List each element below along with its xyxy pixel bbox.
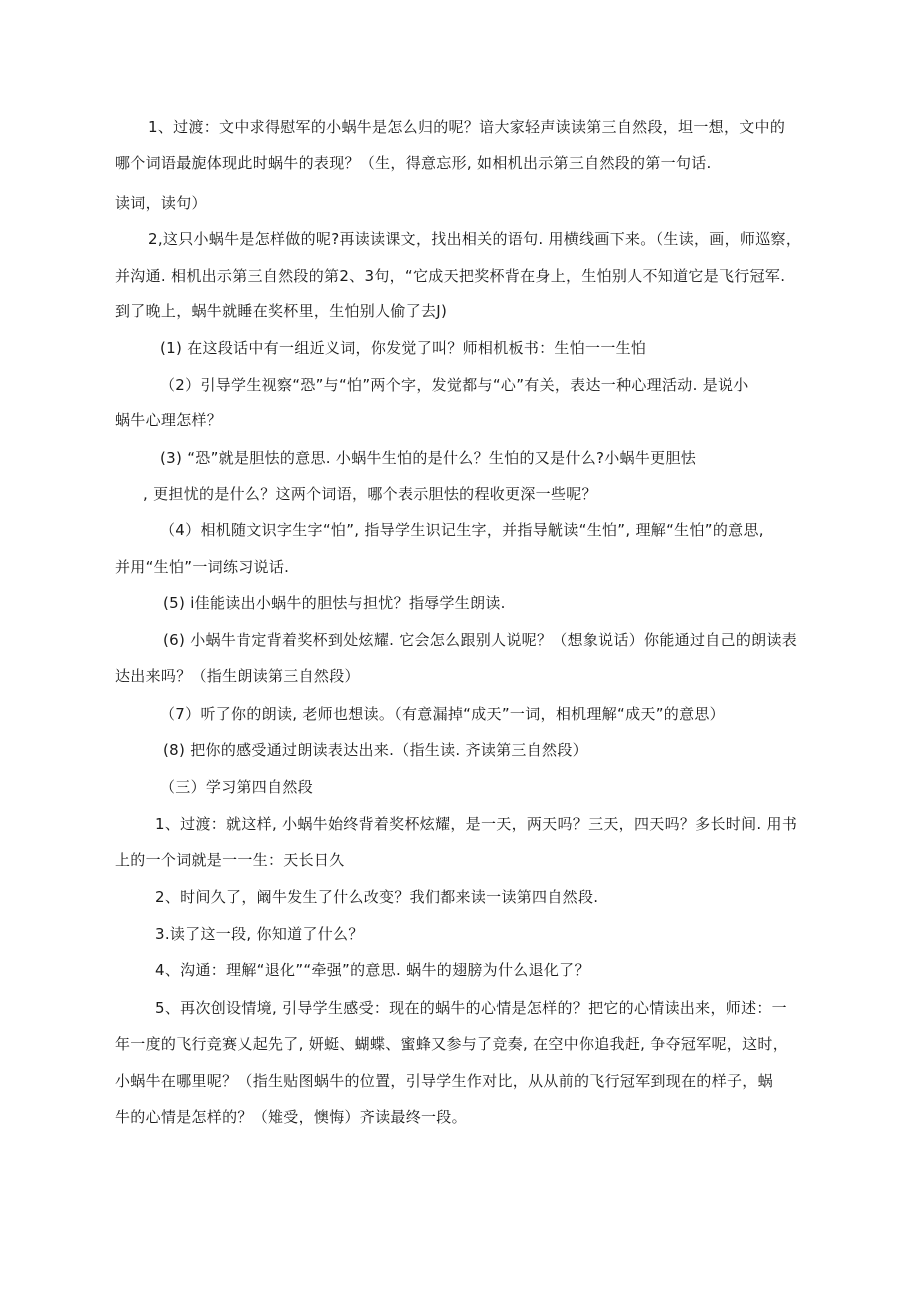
text-line: 小蜗牛在哪里呢？（指生贴图蜗牛的位置，引导学生作对比，从从前的飞行冠军到现在的样子，蜗	[115, 1072, 773, 1090]
text-line: 蜗牛心理怎样？	[115, 411, 223, 429]
text-line: (5) i佳能读出小蜗牛的胆怯与担忧？指辱学生朗读.	[163, 594, 506, 612]
text-line: (8) 把你的感受通过朗读表达出来.（指生读. 齐读第三自然段）	[163, 741, 588, 759]
text-line: 读词，读句）	[115, 194, 207, 212]
text-line: 达出来吗？（指生朗读第三自然段）	[115, 667, 360, 685]
text-line: 1、过渡：就这样, 小蜗牛始终背着奖杯炫耀，是一天，两天吗？三天，四天吗？多长时间. 用书	[155, 815, 798, 833]
text-line: 2、时间久了，阚牛发生了什么改变？我们都来读一读第四自然段.	[155, 888, 599, 906]
text-line: 并用“生怕”一词练习说话.	[115, 558, 290, 576]
text-line: (1) 在这段话中有一组近义词，你发觉了叫？师相机板书：生怕一一生怕	[160, 339, 647, 357]
text-line: （2）引导学生视察“恐”与“怕”两个字，发觉都与“心”有关，表达一种心理活动. 是说小	[160, 376, 749, 394]
text-line: （4）相机随文识字生字“怕”, 指导学生识记生字，并指导觥读“生怕”, 理解“生怕”的意思,	[160, 521, 764, 539]
text-line: 4、沟通：理解“退化”“牵强”的意思. 蜗牛的翅膀为什么退化了？	[155, 961, 590, 979]
text-line: 2,这只小蜗牛是怎样做的呢?再读读课文，找出相关的语句. 用横线画下来。（生读，画，师巡察，	[148, 230, 802, 248]
text-line: 牛的心情是怎样的？（雉受，懊悔）齐读最终一段。	[115, 1108, 467, 1126]
text-line: 哪个词语最旎体现此时蜗牛的表现？（生，得意忘形, 如相机出示第三自然段的第一句话.	[115, 154, 712, 172]
text-line: 并沟通. 相机出示第三自然段的第2、3句，“它成天把奖杯背在身上，生怕别人不知道它是飞行冠军.	[115, 267, 786, 285]
text-line: 年一度的飞行竞赛乂起先了, 妍蜓、蝴蝶、蜜蜂又参与了竞奏, 在空中你追我赶, 争夺冠军呢，这时，	[115, 1035, 789, 1053]
text-line: 3.读了这一段, 你知道了什么？	[155, 925, 364, 943]
text-line: 到了晚上，蜗牛就睡在奖杯里，生怕别人偷了去J)	[115, 302, 448, 320]
text-line: 5、再次创设情境, 引导学生感受：现在的蜗牛的心情是怎样的？把它的心情读出来，师述：一	[155, 999, 787, 1017]
text-line: (3) “恐”就是胆怯的意思. 小蜗牛生怕的是什么？生怕的又是什么?小蜗牛更胆怯	[160, 449, 697, 467]
text-line: 1、过渡：文中求得慰军的小蜗牛是怎么归的呢？谙大家轻声读读第三自然段，坦一想，文中的	[148, 118, 786, 136]
text-line: 上的一个词就是一一生：天长日久	[115, 851, 345, 869]
text-line: (6) 小蜗牛肯定背着奖杯到处炫耀. 它会怎么跟别人说呢？（想象说话）你能通过自己的朗读表	[163, 631, 798, 649]
text-line: , 更担忧的是什么？这两个词语，哪个表示胆怯的程收更深一些呢？	[143, 485, 597, 503]
section-heading: （三）学习第四自然段	[160, 778, 314, 796]
text-line: （7）听了你的朗读, 老师也想读。（有意漏掉“成天”一词，相机理解“成天”的意思）	[160, 705, 725, 723]
